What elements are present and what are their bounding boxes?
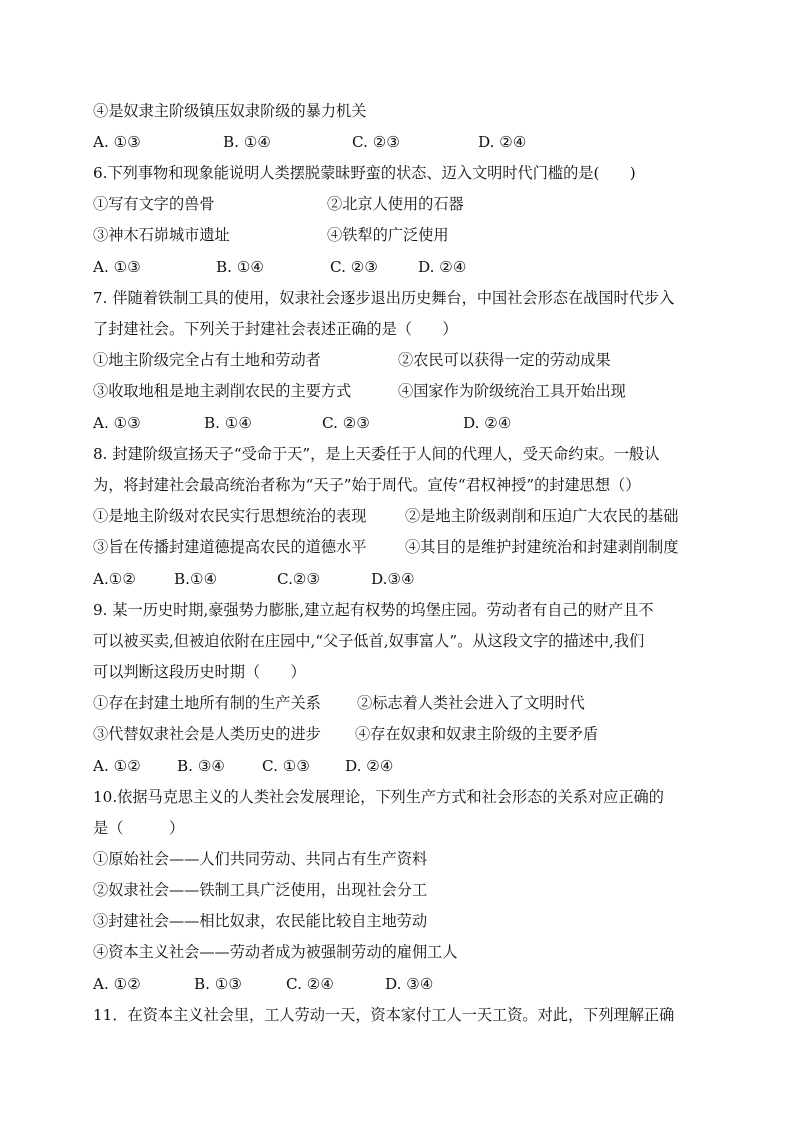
q7-statement-2: ②农民可以获得一定的劳动成果 [398,351,611,369]
q6-statement-4: ④铁犁的广泛使用 [327,226,449,244]
q10-statement-1: ①原始社会——人们共同劳动、共同占有生产资料 [93,850,428,868]
q11-stem-line-1: 11．在资本主义社会里，工人劳动一天，资本家付工人一天工资。对此，下列理解正确 [93,1006,675,1024]
q7-option-b: B. ①④ [204,414,253,432]
q10-stem-line-1: 10.依据马克思主义的人类社会发展理论，下列生产方式和社会形态的关系对应正确的 [93,788,664,806]
q8-statement-4: ④其目的是维护封建统治和封建剥削制度 [405,538,679,556]
q9-option-d: D. ②④ [345,757,394,775]
q8-statement-1: ①是地主阶级对农民实行思想统治的表现 [93,507,367,525]
q6-statements-row-1 [93,194,713,214]
q6-options [93,257,713,277]
q7-statement-4: ④国家作为阶级统治工具开始出现 [398,382,626,400]
q10-statement-2: ②奴隶社会——铁制工具广泛使用，出现社会分工 [93,881,428,899]
q7-statement-3: ③收取地租是地主剥削农民的主要方式 [93,382,352,400]
q10-option-a: A. ①② [93,975,141,993]
q8-stem-line-2: 为，将封建社会最高统治者称为“天子”始于周代。宣传“君权神授”的封建思想（） [93,476,641,494]
q6-option-d: D. ②④ [418,258,467,276]
q10-options [93,974,713,994]
q7-stem-line-2: 了封建社会。下列关于封建社会表述正确的是（ ） [93,320,458,338]
q5-statement-4: ④是奴隶主阶级镇压奴隶阶级的暴力机关 [93,102,367,120]
q9-option-a: A. ①② [93,757,141,775]
q9-option-c: C. ①③ [262,757,310,775]
q9-stem-line-2: 可以被买卖,但被迫依附在庄园中,“父子低首,奴事富人”。从这段文字的描述中,我们 [93,632,645,650]
q10-option-b: B. ①③ [194,975,243,993]
q8-statement-2: ②是地主阶级剥削和压迫广大农民的基础 [405,507,679,525]
q7-options [93,413,713,433]
q5-option-c: C. ②③ [352,133,400,151]
q6-option-c: C. ②③ [330,258,378,276]
q9-statement-1: ①存在封建土地所有制的生产关系 [93,694,321,712]
q8-option-a: A.①② [93,570,137,588]
q9-statements-row-2 [93,724,713,744]
q7-statements-row-1 [93,350,713,370]
q5-options [93,132,713,152]
q8-option-c: C.②③ [277,570,321,588]
q7-statements-row-2 [93,381,713,401]
q9-stem-line-1: 9. 某一历史时期,豪强势力膨胀,建立起有权势的坞堡庄园。劳动者有自己的财产且不 [93,601,654,619]
q8-statements-row-2 [93,537,713,557]
q6-option-b: B. ①④ [216,258,265,276]
q8-options [93,569,713,589]
q6-statements-row-2 [93,225,713,245]
q6-statement-2: ②北京人使用的石器 [327,195,464,213]
q5-option-b: B. ①④ [223,133,272,151]
q9-options [93,756,713,776]
q10-statement-3: ③封建社会——相比奴隶，农民能比较自主地劳动 [93,912,428,930]
q9-stem-line-3: 可以判断这段历史时期（ ） [93,663,306,681]
q8-statements-row-1 [93,506,713,526]
q6-statement-3: ③神木石峁城市遗址 [93,226,230,244]
q10-stem-line-2: 是（ ） [93,819,185,837]
q8-option-b: B.①④ [174,570,218,588]
q10-statement-4: ④资本主义社会——劳动者成为被强制劳动的雇佣工人 [93,943,458,961]
q6-statement-1: ①写有文字的兽骨 [93,195,215,213]
q8-option-d: D.③④ [371,570,415,588]
q5-option-a: A. ①③ [93,133,141,151]
q7-option-d: D. ②④ [463,414,512,432]
q9-option-b: B. ③④ [177,757,226,775]
q7-statement-1: ①地主阶级完全占有土地和劳动者 [93,351,321,369]
q8-statement-3: ③旨在传播封建道德提高农民的道德水平 [93,538,367,556]
q6-option-a: A. ①③ [93,258,141,276]
q9-statements-row-1 [93,693,713,713]
q6-stem: 6.下列事物和现象能说明人类摆脱蒙昧野蛮的状态、迈入文明时代门槛的是( ) [93,164,636,182]
q9-statement-2: ②标志着人类社会进入了文明时代 [357,694,585,712]
q5-option-d: D. ②④ [478,133,527,151]
q10-option-c: C. ②④ [286,975,334,993]
q9-statement-4: ④存在奴隶和奴隶主阶级的主要矛盾 [355,725,598,743]
q7-option-c: C. ②③ [322,414,370,432]
q7-option-a: A. ①③ [93,414,141,432]
q8-stem-line-1: 8. 封建阶级宣扬天子“受命于天”，是上天委任于人间的代理人，受天命约束。一般认 [93,445,660,463]
q9-statement-3: ③代替奴隶社会是人类历史的进步 [93,725,321,743]
q7-stem-line-1: 7. 伴随着铁制工具的使用，奴隶社会逐步退出历史舞台，中国社会形态在战国时代步入 [93,289,675,307]
q10-option-d: D. ③④ [385,975,434,993]
